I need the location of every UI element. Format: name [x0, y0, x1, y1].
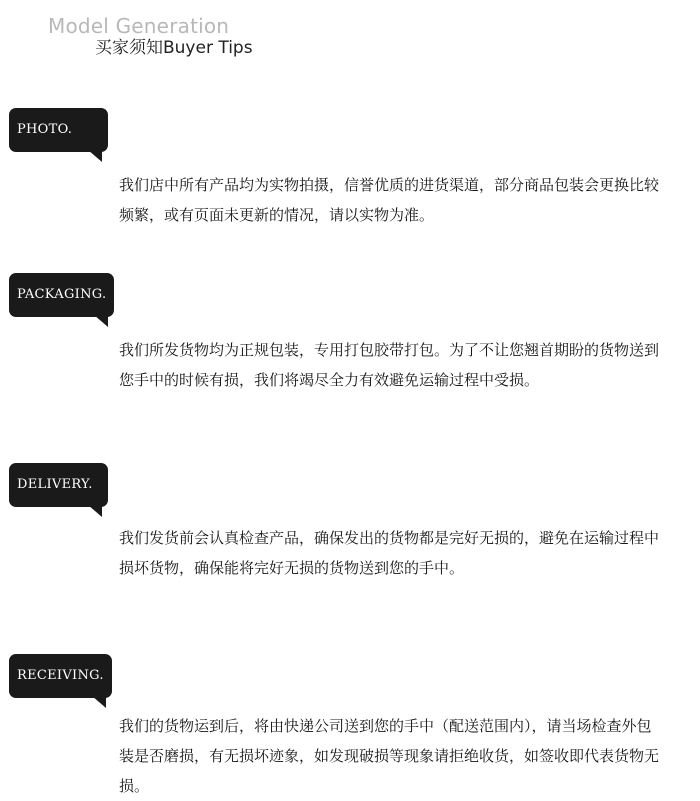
section-text-packaging: 我们所发货物均为正规包装，专用打包胶带打包。为了不让您翘首期盼的货物送到您手中的时候有损，我们将竭尽全力有效避免运输过程中受损。 [119, 341, 660, 389]
section-tag-delivery: DELIVERY. [9, 463, 108, 507]
section-text-delivery: 我们发货前会认真检查产品，确保发出的货物都是完好无损的，避免在运输过程中损坏货物，确保能将完好无损的货物送到您的手中。 [119, 529, 660, 577]
brand-title: Model Generation [48, 14, 230, 38]
section-text-photo: 我们店中所有产品均为实物拍摄，信誉优质的进货渠道，部分商品包装会更换比较频繁，或有页面未更新的情况，请以实物为准。 [119, 176, 660, 224]
page-subtitle: 买家须知Buyer Tips [95, 38, 253, 58]
section-tag-receiving: RECEIVING. [9, 654, 112, 698]
section-tag-packaging: PACKAGING. [9, 273, 114, 317]
section-text-receiving: 我们的货物运到后，将由快递公司送到您的手中（配送范围内），请当场检查外包装是否磨损，有无损坏迹象，如发现破损等现象请拒绝收货，如签收即代表货物无损。 [119, 717, 660, 795]
section-tag-photo: PHOTO. [9, 108, 108, 152]
